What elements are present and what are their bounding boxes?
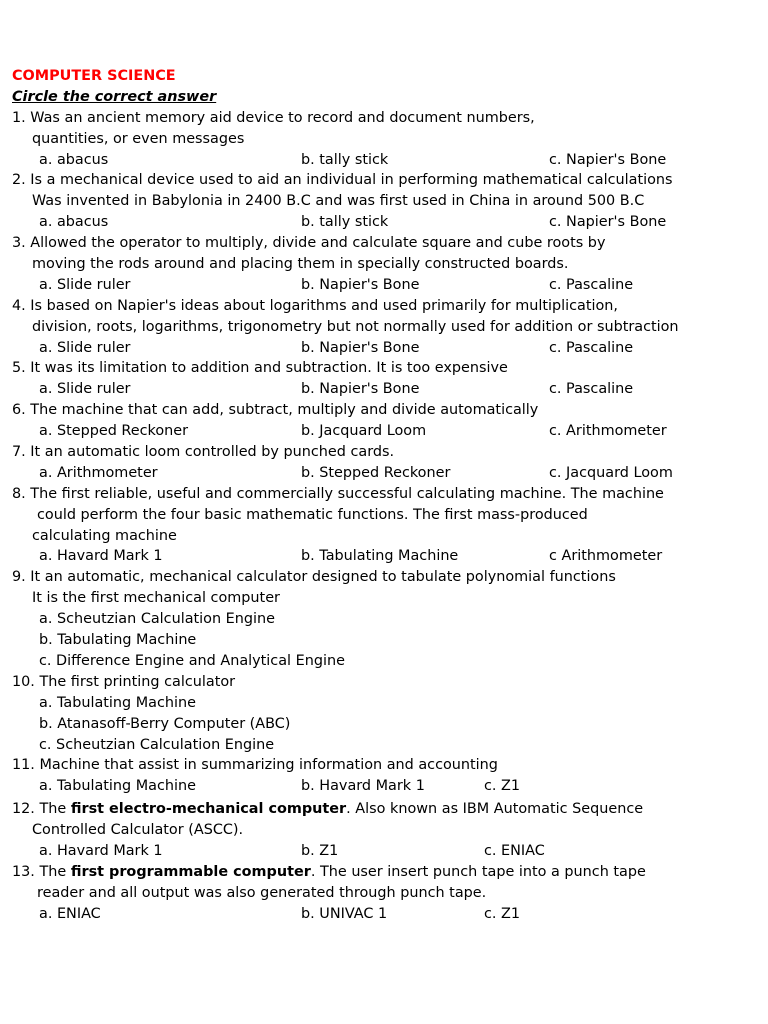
question-1 <box>12 108 752 171</box>
options-row <box>12 150 752 171</box>
option-c[interactable]: c Arithmometer <box>549 548 663 565</box>
question-11 <box>12 755 752 797</box>
option-c[interactable]: c. Napier's Bone <box>549 151 667 168</box>
question-text: 2. Is a mechanical device used to aid an individual in performing mathematical calculations <box>12 172 673 189</box>
options-row <box>12 338 752 359</box>
question-suffix: . The user insert punch tape into a punch tape <box>310 863 646 880</box>
question-2 <box>12 170 752 233</box>
question-prefix: 13. The <box>12 863 71 880</box>
option-c[interactable]: c. Z1 <box>484 905 521 922</box>
options-row <box>12 379 752 400</box>
option-a[interactable]: a. Havard Mark 1 <box>39 548 163 565</box>
option-c[interactable]: c. Difference Engine and Analytical Engine <box>39 652 345 669</box>
question-suffix: . Also known as IBM Automatic Sequence <box>346 801 644 818</box>
option-c[interactable]: c. Jacquard Loom <box>549 464 673 481</box>
option-a[interactable]: a. Stepped Reckoner <box>39 423 189 440</box>
question-emphasis: first electro-mechanical computer <box>70 801 347 818</box>
options-row <box>12 546 752 567</box>
option-b[interactable]: b. Tabulating Machine <box>39 632 197 649</box>
instructions: Circle the correct answer <box>12 88 217 105</box>
question-10 <box>12 672 752 756</box>
option-a[interactable]: a. abacus <box>39 214 109 231</box>
question-text: Controlled Calculator (ASCC). <box>32 822 244 839</box>
options-row <box>12 275 752 296</box>
question-text: 4. Is based on Napier's ideas about logarithms and used primarily for multiplication, <box>12 297 619 314</box>
option-b[interactable]: b. UNIVAC 1 <box>301 905 388 922</box>
options-row <box>12 421 752 442</box>
option-b[interactable]: b. Napier's Bone <box>301 276 420 293</box>
question-text: reader and all output was also generated through punch tape. <box>37 884 487 901</box>
question-text: 3. Allowed the operator to multiply, divide and calculate square and cube roots by <box>12 235 606 252</box>
option-a[interactable]: a. Arithmometer <box>39 464 158 481</box>
worksheet-title: COMPUTER SCIENCE <box>12 68 176 84</box>
option-b[interactable]: b. Jacquard Loom <box>301 423 427 440</box>
question-text: 10. The first printing calculator <box>12 673 236 690</box>
question-8 <box>12 484 752 568</box>
option-c[interactable]: c. Napier's Bone <box>549 214 667 231</box>
option-b[interactable]: b. Z1 <box>301 842 339 859</box>
option-c[interactable]: c. Pascaline <box>549 339 634 356</box>
option-b[interactable]: b. tally stick <box>301 151 389 168</box>
option-b[interactable]: b. Tabulating Machine <box>301 548 459 565</box>
option-b[interactable]: b. Napier's Bone <box>301 381 420 398</box>
question-7 <box>12 442 752 484</box>
question-text: division, roots, logarithms, trigonometry but not normally used for addition or subtraction <box>32 318 679 335</box>
option-a[interactable]: a. Tabulating Machine <box>39 694 196 711</box>
question-text: 6. The machine that can add, subtract, multiply and divide automatically <box>12 402 539 419</box>
question-emphasis: first programmable computer <box>70 863 311 880</box>
option-b[interactable]: b. tally stick <box>301 214 389 231</box>
option-c[interactable]: c. Pascaline <box>549 276 634 293</box>
option-a[interactable]: a. Slide ruler <box>39 276 131 293</box>
options-row <box>12 463 752 484</box>
option-b[interactable]: b. Havard Mark 1 <box>301 778 425 795</box>
option-b[interactable]: b. Napier's Bone <box>301 339 420 356</box>
option-c[interactable]: c. Z1 <box>484 778 521 795</box>
question-text: moving the rods around and placing them in specially constructed boards. <box>32 256 569 273</box>
option-a[interactable]: a. abacus <box>39 151 109 168</box>
options-row <box>12 212 752 233</box>
question-text: 5. It was its limitation to addition and subtraction. It is too expensive <box>12 360 508 377</box>
question-text: calculating machine <box>32 527 177 544</box>
options-row <box>12 776 752 797</box>
question-text <box>12 862 752 883</box>
question-13 <box>12 862 752 925</box>
options-row <box>12 841 752 862</box>
question-text <box>12 799 752 820</box>
question-text: 11. Machine that assist in summarizing information and accounting <box>12 757 498 774</box>
question-9 <box>12 567 752 671</box>
option-a[interactable]: a. Scheutzian Calculation Engine <box>39 611 275 628</box>
question-text: 8. The first reliable, useful and commercially successful calculating machine. The machine <box>12 485 664 502</box>
question-text: 9. It an automatic, mechanical calculator designed to tabulate polynomial functions <box>12 569 616 586</box>
option-c[interactable]: c. Pascaline <box>549 381 634 398</box>
question-prefix: 12. The <box>12 801 71 818</box>
option-a[interactable]: a. Slide ruler <box>39 339 131 356</box>
options-row <box>12 904 752 925</box>
question-4 <box>12 296 752 359</box>
question-text: 7. It an automatic loom controlled by punched cards. <box>12 444 395 461</box>
option-a[interactable]: a. ENIAC <box>39 905 101 922</box>
option-a[interactable]: a. Havard Mark 1 <box>39 842 163 859</box>
option-a[interactable]: a. Tabulating Machine <box>39 778 196 795</box>
question-5 <box>12 358 752 400</box>
question-text: could perform the four basic mathematic functions. The first mass-produced <box>37 506 588 523</box>
question-text: quantities, or even messages <box>32 130 245 147</box>
question-text: 1. Was an ancient memory aid device to record and document numbers, <box>12 109 535 126</box>
question-3 <box>12 233 752 296</box>
option-b[interactable]: b. Atanasoff-Berry Computer (ABC) <box>39 715 291 732</box>
option-c[interactable]: c. Scheutzian Calculation Engine <box>39 736 275 753</box>
question-6 <box>12 400 752 442</box>
option-c[interactable]: c. Arithmometer <box>549 423 667 440</box>
question-text: Was invented in Babylonia in 2400 B.C and was first used in China in around 500 B.C <box>32 193 645 210</box>
option-a[interactable]: a. Slide ruler <box>39 381 131 398</box>
option-c[interactable]: c. ENIAC <box>484 842 545 859</box>
option-b[interactable]: b. Stepped Reckoner <box>301 464 451 481</box>
question-text: It is the first mechanical computer <box>32 590 280 607</box>
worksheet <box>12 66 752 925</box>
question-12 <box>12 799 752 862</box>
